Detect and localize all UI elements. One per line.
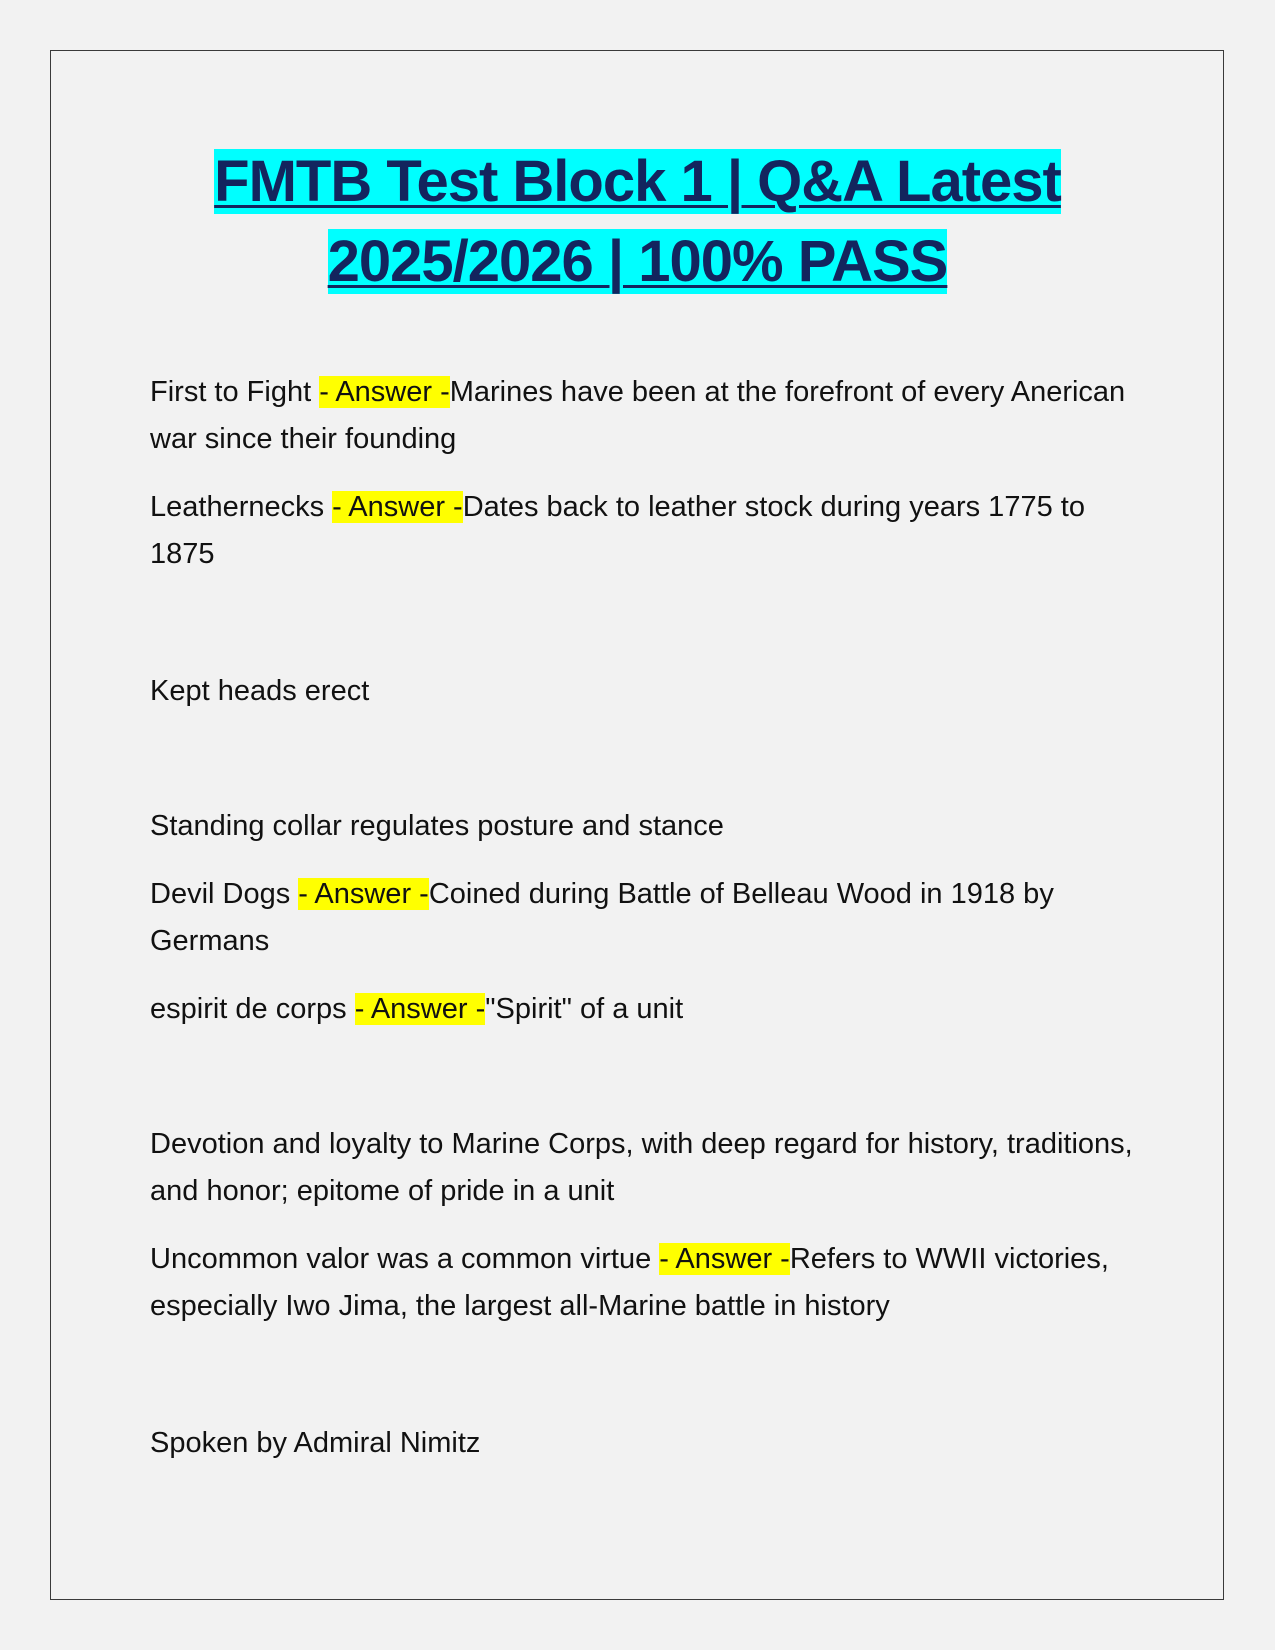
qa-question: Devil Dogs (150, 878, 299, 910)
answer-marker: - Answer - (659, 1243, 790, 1275)
answer-marker: - Answer - (354, 993, 486, 1025)
qa-item (150, 1236, 1140, 1330)
qa-text: Standing collar regulates posture and stance (150, 810, 724, 842)
qa-item (150, 484, 1140, 578)
qa-item (150, 871, 1140, 965)
qa-text: Kept heads erect (150, 675, 370, 707)
qa-answer: Refers to WWII victories, especially Iwo Jima, the largest all-Marine battle in history (150, 1243, 1109, 1322)
qa-answer: Marines have been at the forefront of every Anerican war since their founding (150, 376, 1126, 455)
answer-marker: - Answer - (298, 878, 429, 910)
title-line-2: 2025/2026 | 100% PASS (327, 229, 948, 294)
answer-marker: - Answer - (332, 491, 463, 523)
qa-question: First to Fight (150, 376, 320, 408)
qa-answer: Dates back to leather stock during years 1775 to 1875 (150, 491, 1085, 570)
qa-text: Spoken by Admiral Nimitz (150, 1427, 481, 1459)
title-line-1: FMTB Test Block 1 | Q&A Latest (214, 149, 1061, 214)
qa-question: Uncommon valor was a common virtue (150, 1243, 660, 1275)
qa-item (150, 369, 1140, 463)
qa-question: espirit de corps (150, 993, 355, 1025)
document-title (150, 142, 1125, 302)
qa-answer: "Spirit" of a unit (485, 993, 684, 1025)
qa-question: Leathernecks (150, 491, 333, 523)
qa-text: Devotion and loyalty to Marine Corps, with deep regard for history, traditions, and honor; epitome of pride in a unit (150, 1128, 1133, 1207)
qa-answer: Coined during Battle of Belleau Wood in 1918 by Germans (150, 878, 1054, 957)
qa-item (150, 986, 1140, 1033)
answer-marker: - Answer - (319, 376, 450, 408)
